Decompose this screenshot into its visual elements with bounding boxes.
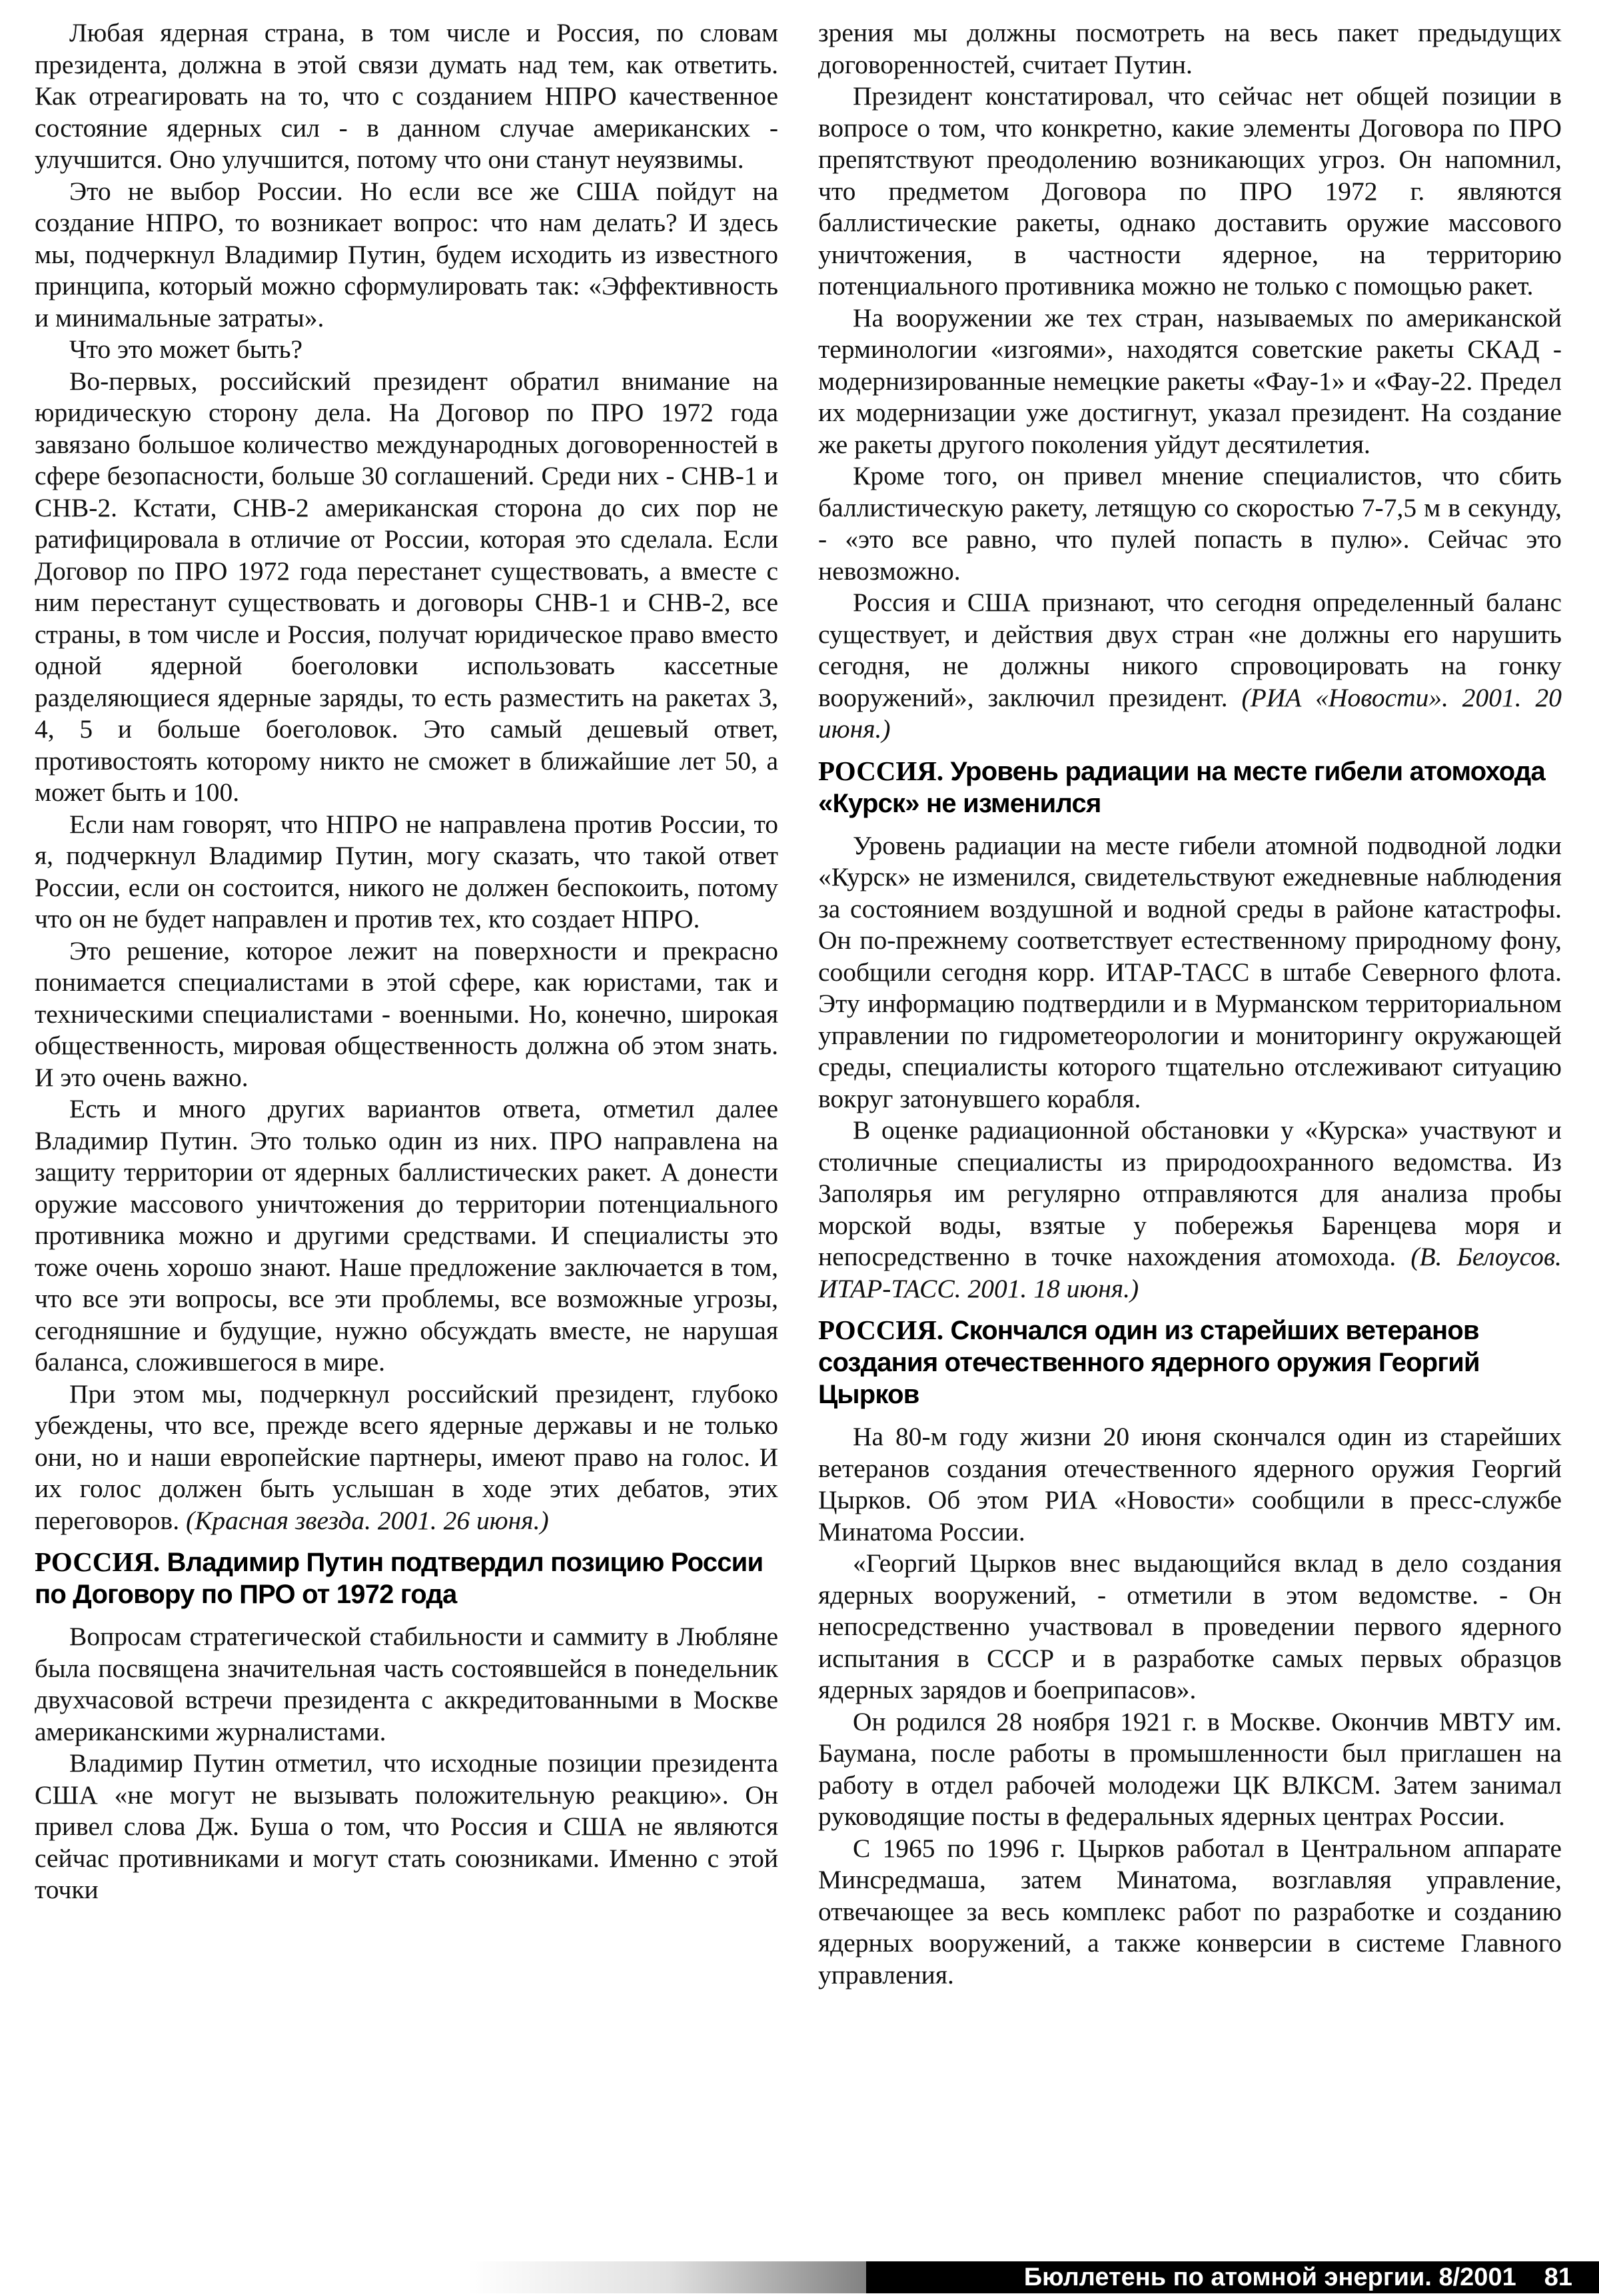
paragraph: Уровень радиации на месте гибели атомной подводной лодки «Курск» не изменился, свидетельствуют ежедневные наблюдения за состоянием воздушной и водной среды в районе катастрофы. Он по-прежнему соответствует естественному природному фону, сообщили сегодня корр. ИТАР-ТАСС в штабе Северного флота. Эту информацию подтвердили и в Мурманском территориальном управлении по гидрометеорологии и мониторингу окружающей среды, специалисты которого тщательно отслеживают ситуацию вокруг затонувшего корабля.: [818, 830, 1562, 1113]
headline-text: Уровень радиации на месте гибели атомохода «Курск» не изменился: [818, 756, 1545, 818]
paragraph: Что это может быть?: [69, 334, 303, 364]
paragraph-text: В оценке радиационной обстановки у «Курска» участвуют и столичные специалисты из природоохранного ведомства. Из Заполярья им регулярно отправляются для анализа пробы морской воды, взятые у побережья Баренцева моря и непосредственно в точке нахождения атомохода.: [818, 1115, 1562, 1271]
paragraph: «Георгий Цырков внес выдающийся вклад в дело создания ядерных вооружений, - отметили в этом ведомстве. - Он непосредственно участвовал в проведении первого ядерного испытания в СССР и в разработке самых первых образцов ядерных зарядов и боеприпасов».: [818, 1548, 1562, 1704]
paragraph: С 1965 по 1996 г. Цырков работал в Центральном аппарате Минсредмаша, затем Минатома, возглавляя управление, отвечающее за весь комплекс работ по разработке и созданию ядерных вооружений, а также конверсии в системе Главного управления.: [818, 1833, 1562, 1990]
paragraph: Он родился 28 ноября 1921 г. в Москве. Окончив МВТУ им. Баумана, после работы в промышленности был приглашен на работу в отдел рабочей молодежи ЦК ВЛКСМ. Затем занимал руководящие посты в федеральных ядерных центрах России.: [818, 1706, 1562, 1831]
paragraph-text: Россия и США признают, что сегодня определенный баланс существует, и действия двух стран «не должны его нарушить сегодня, не должны никого спровоцировать на гонку вооружений», заключил президент.: [818, 588, 1562, 712]
paragraph: Есть и много других вариантов ответа, отметил далее Владимир Путин. Это только один из них. ПРО направлена на защиту территории от ядерных баллистических ракет. А донести оружие массового уничтожения до территории потенциального противника можно и другими средствами. И специалисты это тоже очень хорошо знают. Наше предложение заключается в том, что все эти вопросы, все эти проблемы, все возможные угрозы, сегодняшние и будущие, нужно обсуждать вместе, не нарушая баланса, сложившегося в мире.: [35, 1094, 778, 1377]
paragraph: На 80-м году жизни 20 июня скончался один из старейших ветеранов создания отечественного ядерного оружия Георгий Цырков. Об этом РИА «Новости» сообщили в пресс-службе Минатома России.: [818, 1422, 1562, 1546]
paragraph: Кроме того, он привел мнение специалистов, что сбить баллистическую ракету, летящую со скоростью 7-7,5 м в секунду, - «это все равно, что пулей попасть в пулю». Сейчас это невозможно.: [818, 461, 1562, 586]
article-headline: [818, 1314, 1562, 1411]
paragraph: Если нам говорят, что НПРО не направлена против России, то я, подчеркнул Владимир Путин, могу сказать, что такой ответ России, если он состоится, никого не должен беспокоить, потому что он не будет направлен и против тех, кто создает НПРО.: [35, 809, 778, 933]
paragraph: Во-первых, российский президент обратил внимание на юридическую сторону дела. На Договор по ПРО 1972 года завязано большое количество международных договоренностей в сфере безопасности, больше 30 соглашений. Среди них - СНВ-1 и СНВ-2. Кстати, СНВ-2 американская сторона до сих пор не ратифицировала в отличие от России, которая это сделала. Если Договор по ПРО 1972 года перестанет существовать, а вместе с ним перестанут существовать и договоры СНВ-1 и СНВ-2, все страны, в том числе и Россия, получат юридическое право вместо одной ядерной боеголовки использовать кассетные разделяющиеся ядерные заряды, то есть разместить на ракетах 3, 4, 5 и больше боеголовок. Это самый дешевый ответ, противостоять которому никто не сможет в ближайшие лет 50, а может быть и 100.: [35, 366, 778, 807]
paragraph: зрения мы должны посмотреть на весь пакет предыдущих договоренностей, считает Путин.: [818, 18, 1562, 79]
headline-text: Скончался один из старейших ветеранов создания отечественного ядерного оружия Георгий Цырков: [818, 1316, 1480, 1409]
paragraph: Любая ядерная страна, в том числе и Россия, по словам президента, должна в этой связи думать над тем, как ответить. Как отреагировать на то, что с созданием НПРО качественное состояние ядерных сил - в данном случае американских - улучшится. Оно улучшится, потому что они станут неуязвимы.: [35, 18, 778, 174]
paragraph: Владимир Путин отметил, что исходные позиции президента США «не могут не вызывать положительную реакцию». Он привел слова Дж. Буша о том, что Россия и США не являются сейчас противниками и могут стать союзниками. Именно с этой точки: [35, 1748, 778, 1904]
right-column: [818, 17, 1562, 1991]
paragraph: Это решение, которое лежит на поверхности и прекрасно понимается специалистами в этой сфере, как юристами, так и техническими специалистами - военными. Но, конечно, широкая общественность, мировая общественность должна об этом знать. И это очень важно.: [35, 935, 778, 1092]
headline-country: РОССИЯ.: [818, 1315, 944, 1345]
source-citation: (Красная звезда. 2001. 26 июня.): [185, 1505, 549, 1535]
article-headline: [818, 755, 1562, 820]
paragraph: На вооружении же тех стран, называемых по американской терминологии «изгоями», находятся советские ракеты СКАД - модернизированные немецкие ракеты «Фау-1» и «Фау-22. Предел их модернизации уже достигнут, указал президент. На создание же ракеты другого поколения уйдут десятилетия.: [818, 302, 1562, 459]
publication-title: Бюллетень по атомной энергии. 8/2001: [1023, 2263, 1516, 2291]
paragraph: [35, 1379, 778, 1537]
article-headline: [35, 1546, 778, 1610]
paragraph: Вопросам стратегической стабильности и саммиту в Любляне была посвящена значительная часть состоявшейся в понедельник двухчасовой встречи президента с аккредитованными в Москве американскими журналистами.: [35, 1622, 778, 1746]
source-citation: (РИА «Новости». 2001. 20 июня.): [818, 682, 1562, 744]
page-footer: [0, 2257, 1599, 2296]
headline-text: Владимир Путин подтвердил позицию России по Договору по ПРО от 1972 года: [35, 1548, 764, 1609]
left-column: [35, 17, 778, 1906]
headline-country: РОССИЯ.: [818, 755, 944, 786]
paragraph: [818, 587, 1562, 746]
paragraph-text: При этом мы, подчеркнул российский президент, глубоко убеждены, что все, прежде всего ядерные державы и не только они, но и наши европейские партнеры, имеют право на голос. И их голос должен быть услышан в ходе этих дебатов, этих переговоров.: [35, 1379, 778, 1535]
headline-country: РОССИЯ.: [35, 1546, 161, 1577]
footer-bar: [866, 2261, 1599, 2293]
paragraph: Это не выбор России. Но если все же США пойдут на создание НПРО, то возникает вопрос: что нам делать? И здесь мы, подчеркнул Владимир Путин, будем исходить из известного принципа, который можно сформулировать так: «Эффективность и минимальные затраты».: [35, 176, 778, 332]
source-citation: (В. Белоусов. ИТАР-ТАСС. 2001. 18 июня.): [818, 1242, 1562, 1303]
page-number: 81: [1544, 2263, 1572, 2291]
paragraph: Президент констатировал, что сейчас нет общей позиции в вопросе о том, что конкретно, какие элементы Договора по ПРО препятствуют преодолению возникающих угроз. Он напомнил, что предметом Договора по ПРО 1972 г. являются баллистические ракеты, однако доставить оружие массового уничтожения, в частности ядерное, на территорию потенциального противника можно не только с помощью ракет.: [818, 81, 1562, 300]
paragraph: [818, 1115, 1562, 1305]
